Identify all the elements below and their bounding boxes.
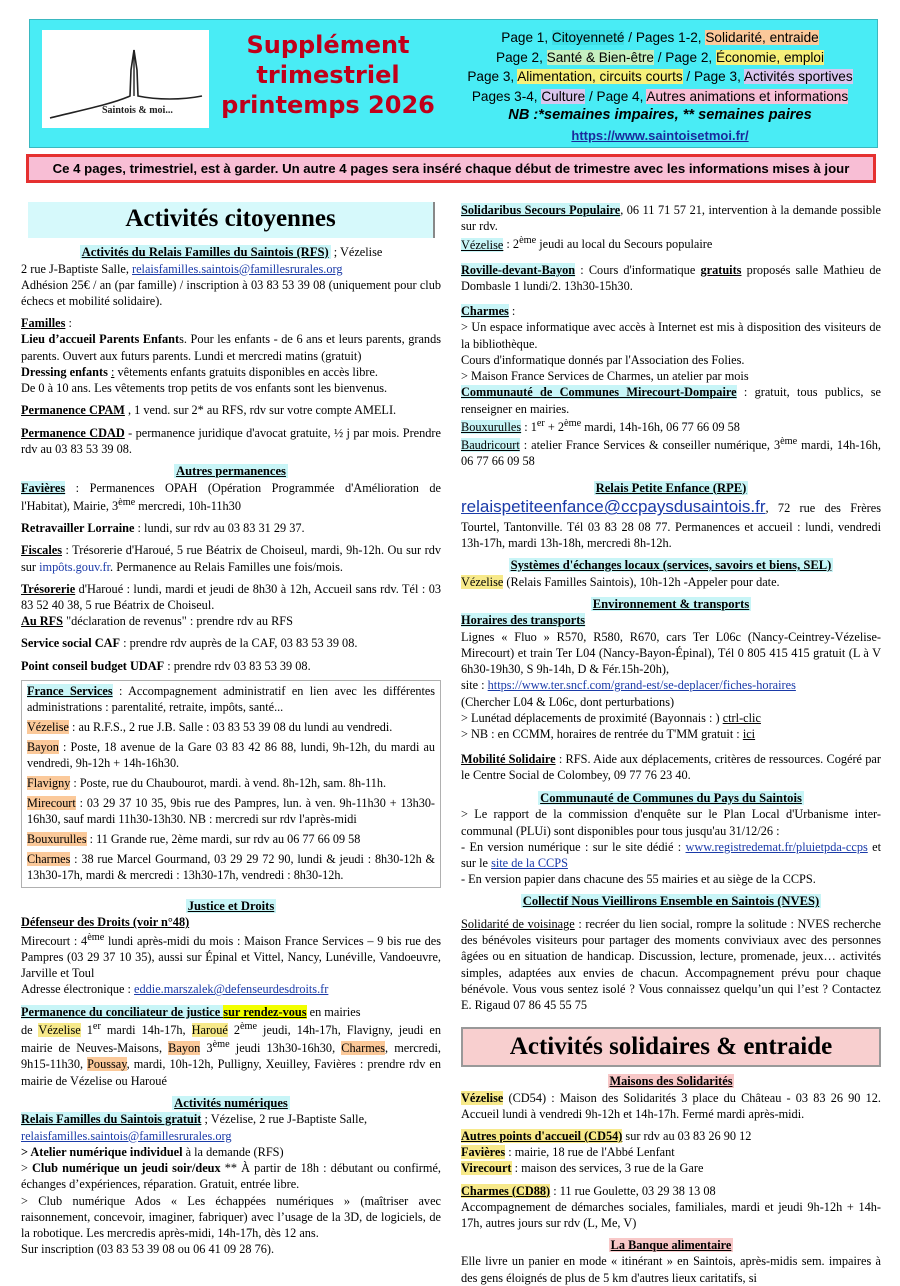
banque-text: Elle livre un panier en mode « itinérant » en Saintois, après-midis sem. impaires à des gens éloignés de plus de 5 km d'autres lieux caritatifs, si <box>461 1254 881 1285</box>
bouxurulles-text: Bouxurulles : 1er + 2ème mardi, 14h-16h, 06 77 66 09 58 <box>461 417 740 434</box>
section-title-citoyennes: Activités citoyennes <box>28 202 435 238</box>
defenseur-label: Défenseur des Droits (voir n°48) <box>21 915 190 930</box>
registredemat-link[interactable]: www.registredemat.fr/pluietpda-ccps <box>685 839 868 854</box>
ccmm-text: > NB : en CCMM, horaires de rentrée du T'MM gratuit : ici <box>461 727 756 742</box>
lunetad-link[interactable]: ctrl-clic <box>722 710 761 725</box>
banque-heading: La Banque alimentaire <box>610 1238 732 1253</box>
atelier-numerique: > Atelier numérique individuel à la demande (RFS) <box>21 1144 284 1159</box>
baudricourt-text: Baudricourt : atelier France Services & conseiller numérique, 3ème mardi, 14h-16h, 06 77 66 09 58 <box>461 436 881 469</box>
impots-link[interactable]: impôts.gouv.fr <box>39 559 111 574</box>
horaires-label: Horaires des transports <box>461 613 586 628</box>
website-link[interactable]: https://www.saintoisetmoi.fr/ <box>571 127 749 143</box>
ter-site: site : https://www.ter.sncf.com/grand-est/se-deplacer/fiches-horaires <box>461 678 796 693</box>
laep-text: Lieu d’accueil Parents Enfants. Pour les enfants - de 6 ans et leurs parents, grands parents. Ouvert aux futurs parents. Lundi et mercredi matins (gratuit) <box>21 332 442 363</box>
fs-row: Bayon : Poste, 18 avenue de la Gare 03 83 42 86 88, lundi, 9h-12h, du mardi au vendredi, 9h-12h + 14h-16h30. <box>27 739 435 770</box>
logo <box>42 30 209 128</box>
club-ados: > Club numérique Ados « Les échappées numériques » (maîtriser avec raisonnement, concevoir, imaginer, fabriquer) avec l’usage de la 3D, de logiciels, de la robotique. Les mercredis après-midi, 14h-17h, dès 12 ans. <box>21 1193 441 1240</box>
lunetad-text: > Lunétad déplacements de proximité (Bayonnais : ) ctrl-clic <box>461 710 761 725</box>
charmes-label: Charmes : <box>461 304 516 319</box>
charmes-cd88-text-2: Accompagnement de démarches sociales, familiales, mardi et jeudi 9h-12h + 14h-17h, autres jours sur rdv (L, Me, V) <box>461 1199 881 1231</box>
tresorerie-text: Trésorerie d'Haroué : lundi, mardi et jeudi de 8h30 à 12h, Accueil sans rdv. Tél : 03 83 52 40 38, 5 rue Béatrix de Choiseul. <box>21 581 441 613</box>
favieres-text: Favières : Permanences OPAH (Opération Programmée d'Amélioration de l'Habitat), Mairie, 3ème mercredi, 10h-11h30 <box>21 480 441 513</box>
rpe-text: relaispetiteenfance@ccpaysdusaintois.fr, 72 rue des Frères Tourtel, Tantonville. Tél 03 83 28 08 77. Permanences et accueil : lundi, vendredi 13h-17h, mardi 13h-18h, mercredi 8h-12h. <box>461 497 881 550</box>
page-index: Page 1, Citoyenneté / Pages 1-2, Solidarité, entraide Page 2, Santé & Bien-être / Page 2, Économie, emploi Page 3, Alimentation, circuits courts / Page 3, Activités sportives Pages 3-4, Culture / Page 4, Autres animations et informations NB :*semaines impaires, ** semaines paires https://www.saintoisetmoi.fr/ <box>450 28 870 146</box>
charmes-text-1: > Un espace informatique avec accès à Internet est mis à disposition des visiteurs de la bibliothèque. <box>461 320 881 351</box>
mobilite-text: Mobilité Solidaire : RFS. Aide aux déplacements, critères de ressources. Cogéré par le Centre Social de Colombey, 09 77 76 23 40. <box>461 752 881 783</box>
nves-heading: Collectif Nous Vieillirons Ensemble en Saintois (NVES) <box>522 894 820 909</box>
right-column <box>461 202 881 1286</box>
lignes-text: Lignes « Fluo » R570, R580, R670, cars Ter L06c (Nancy-Ceintrey-Vézelise-Mirecourt) et train Ter L04 (Nancy-Bayon-Épinal), Tél 0 805 415 415 gratuit (L à V 6h30-19h30, S 9h-14h, D & Fér.15h-20h), <box>461 629 881 677</box>
ccps-text-1: > Le rapport de la commission d'enquête sur le Plan Local d'Urbanisme inter-communal (PLUi) sont disponibles pour tous jusqu'au 31/12/26 : <box>461 807 881 838</box>
virecourt-accueil: Virecourt : maison des services, 3 rue de la Gare <box>461 1161 704 1176</box>
ccmd-text: Communauté de Communes Mirecourt-Dompaire : gratuit, tous publics, se renseigner en mairies. <box>461 385 881 416</box>
retravailler-text: Retravailler Lorraine : lundi, sur rdv au 03 83 31 29 37. <box>21 521 305 536</box>
dressing-text: Dressing enfants : vêtements enfants gratuits disponibles en accès libre. <box>21 364 379 379</box>
ccps-text-3: - En version papier dans chacune des 55 mairies et au siège de la CCPS. <box>461 872 816 887</box>
solidaribus-text: Solidaribus Secours Populaire, 06 11 71 57 21, intervention à la demande possible sur rdv. <box>461 203 881 234</box>
nves-text: Solidarité de voisinage : recréer du lien social, rompre la solitude : NVES recherche des bénévoles visiteurs pour partager des moments conviviaux avec des personnes âgées ou en situation de handicap. Discussion, lecture, promenade, jeux… activités simples, adaptées aux envies de chacun. Accompagnement prévu pour chaque bénévole. Vous vous sentez isolé ? Vous connaissez quelqu’un qui l’est ? Contactez E. Rigaud 07 86 45 55 75 <box>461 916 881 1013</box>
sel-heading: Systèmes d'échanges locaux (services, savoirs et biens, SEL) <box>510 558 832 573</box>
autres-permanences-heading: Autres permanences <box>176 464 286 479</box>
familles-label: Familles : <box>21 316 72 331</box>
charmes-text-2: Cours d'informatique donnés par l'Association des Folies. <box>461 352 745 367</box>
logo-text: Saintois & moi... <box>102 105 173 116</box>
cdad-text: Permanence CDAD - permanence juridique d'avocat gratuite, ½ j par mois. Prendre rdv au 03 83 53 39 08. <box>21 425 441 456</box>
charmes-text-3: > Maison France Services de Charmes, un atelier par mois <box>461 369 749 384</box>
maisons-heading: Maisons des Solidarités <box>609 1074 733 1089</box>
ter-site-link[interactable]: https://www.ter.sncf.com/grand-est/se-deplacer/fiches-horaires <box>487 678 796 693</box>
fs-row: Bouxurulles : 11 Grande rue, 2ème mardi, sur rdv au 06 77 66 09 58 <box>27 831 361 846</box>
fiscales-text: Fiscales : Trésorerie d'Haroué, 5 rue Béatrix de Choiseul, mardi, 9h-12h. Ou sur rdv sur impôts.gouv.fr. Permanence au Relais Familles une fois/mois. <box>21 543 441 574</box>
page-title: Supplément trimestriel printemps 2026 <box>221 31 435 119</box>
dressing-text-2: De 0 à 10 ans. Les vêtements trop petits de vos enfants sont les bienvenus. <box>21 381 388 396</box>
udaf-text: Point conseil budget UDAF : prendre rdv 03 83 53 39 08. <box>21 658 311 673</box>
sel-text: Vézelise (Relais Familles Saintois), 10h-12h -Appeler pour date. <box>461 574 780 589</box>
fs-row: Vézelise : au R.F.S., 2 rue J.B. Salle : 03 83 53 39 08 du lundi au vendredi. <box>27 719 393 734</box>
autres-points-text: Autres points d'accueil (CD54) sur rdv au 03 83 26 90 12 <box>461 1128 752 1143</box>
inscription-text: Sur inscription (03 83 53 39 08 ou 06 41 09 28 76). <box>21 1242 275 1257</box>
solidaribus-vezelise: Vézelise : 2ème jeudi au local du Secours populaire <box>461 235 713 252</box>
defenseur-email-link[interactable]: eddie.marszalek@defenseurdesdroits.fr <box>134 982 329 997</box>
rpe-heading: Relais Petite Enfance (RPE) <box>595 480 747 495</box>
justice-heading: Justice et Droits <box>187 898 275 913</box>
numeriques-rfs: Relais Familles du Saintois gratuit ; Vézelise, 2 rue J-Baptiste Salle, <box>21 1112 368 1127</box>
nb-note: NB :*semaines impaires, ** semaines paires <box>508 107 812 124</box>
cpam-text: Permanence CPAM , 1 vend. sur 2* au RFS, rdv sur votre compte AMELI. <box>21 403 397 418</box>
header-banner <box>29 19 878 148</box>
rfs-adhesion: Adhésion 25€ / an (par famille) / inscription à 03 83 53 39 08 (uniquement pour club échecs et mobilité solidaire). <box>21 277 441 309</box>
caf-text: Service social CAF : prendre rdv auprès de la CAF, 03 83 53 39 08. <box>21 636 358 651</box>
rfs-email-link[interactable]: relaisfamilles.saintois@famillesrurales.org <box>132 261 343 276</box>
au-rfs-text: Au RFS "déclaration de revenus" : prendre rdv au RFS <box>21 614 293 629</box>
maisons-text: Vézelise (CD54) : Maison des Solidarités 3 place du Château - 03 83 26 90 12. Accueil lundi à vendredi 9h-12h et 14h-17h. Fermé mardi après-midi. <box>461 1090 881 1121</box>
ccps-site-link[interactable]: site de la CCPS <box>491 855 568 870</box>
ccps-text-2: - En version numérique : sur le site dédié : www.registredemat.fr/pluietpda-ccps et sur le site de la CCPS <box>461 839 881 870</box>
roville-text: Roville-devant-Bayon : Cours d'informatique gratuits proposés salle Mathieu de Dombasle 1 lundi/2. 13h30-15h30. <box>461 262 881 293</box>
defenseur-address: Adresse électronique : eddie.marszalek@defenseurdesdroits.fr <box>21 982 329 997</box>
left-column <box>21 202 441 1257</box>
notice-banner: Ce 4 pages, trimestriel, est à garder. Un autre 4 pages sera inséré chaque début de trimestre avec les informations mises à jour <box>26 154 876 183</box>
defenseur-text: Mirecourt : 4ème lundi après-midi du mois : Maison France Services – 9 bis rue des Pampres (03 29 37 10 35), aussi sur Épinal et Vittel, Nancy, Lunéville, Vandoeuvre, Jarville et Toul <box>21 931 442 981</box>
rpe-email-link[interactable]: relaispetiteenfance@ccpaysdusaintois.fr <box>461 497 766 517</box>
fs-row: Mirecourt : 03 29 37 10 35, 9bis rue des Pampres, lun. à ven. 9h-11h30 + 13h30-16h30, sauf mardi 11h30-13h30. NB : mercredi sur rdv l'après-midi <box>27 795 435 826</box>
fs-row: Flavigny : Poste, rue du Chaubourot, mardi. à vend. 8h-12h, sam. 8h-11h. <box>27 775 387 790</box>
environnement-heading: Environnement & transports <box>592 596 750 611</box>
rfs-address: 2 rue J-Baptiste Salle, relaisfamilles.saintois@famillesrurales.org <box>21 261 343 276</box>
rfs-heading: Activités du Relais Familles du Saintois (RFS) ; Vézelise <box>81 245 383 259</box>
numeriques-email-link[interactable]: relaisfamilles.saintois@famillesrurales.org <box>21 1128 232 1143</box>
conciliateur-heading: Permanence du conciliateur de justice sur rendez-vous en mairies <box>21 1004 361 1019</box>
favieres-accueil: Favières : mairie, 18 rue de l'Abbé Lenfant <box>461 1145 675 1160</box>
chercher-text: (Chercher L04 & L06c, dont perturbations) <box>461 694 675 709</box>
section-title-solidaires: Activités solidaires & entraide <box>461 1027 881 1067</box>
ici-link[interactable]: ici <box>742 727 756 742</box>
numeriques-heading: Activités numériques <box>174 1095 288 1110</box>
conciliateur-text: de Vézelise 1er mardi 14h-17h, Haroué 2ème jeudi, 14h-17h, Flavigny, jeudi en mairie de Neuves-Maisons, Bayon 3ème jeudi 13h30-16h30, Charmes, mercredi, 9h15-11h30, Poussay, mardi, 10h-12h, Pulligny, Xeuilley, Favières : prendre rdv en mairie de Vézelise ou Haroué <box>21 1020 442 1088</box>
france-services-box: France Services : Accompagnement administratif en lien avec les différentes administrations : parentalité, retraite, impôts, santé... Vézelise : au R.F.S., 2 rue J.B. Salle : 03 83 53 39 08 du lundi au vendredi. Bayon : Poste, 18 avenue de la Gare 03 83 42 86 88, lundi, 9h-12h, du mardi au vendredi, 9h-12h + 14h-16h30. Flavigny : Poste, rue du Chaubourot, mardi. à vend. 8h-12h, sam. 8h-11h. Mirecourt : 03 29 37 10 35, 9bis rue des Pampres, lun. à ven. 9h-11h30 + 13h30-16h30, sauf mardi 11h30-13h30. NB : mercredi sur rdv l'après-midi Bouxurulles : 11 Grande rue, 2ème mardi, sur rdv au 06 77 66 09 58 Charmes : 38 rue Marcel Gourmand, 03 29 29 72 90, lundi & jeudi : 8h30-12h & 13h30-17h, mardi & mercredi : 13h30-17h, vendredi : 8h30-12h. <box>21 680 441 888</box>
charmes-cd88-text: Charmes (CD88) : 11 rue Goulette, 03 29 38 13 08 <box>461 1183 716 1198</box>
ccps-heading: Communauté de Communes du Pays du Saintois <box>540 790 802 805</box>
club-numerique: > Club numérique un jeudi soir/deux ** À partir de 18h : débutant ou confirmé, échanges d’expériences, réparation. Gratuit, entrée libre. <box>21 1161 441 1192</box>
fs-row: Charmes : 38 rue Marcel Gourmand, 03 29 29 72 90, lundi & jeudi : 8h30-12h & 13h30-17h, mardi & mercredi : 13h30-17h, vendredi : 8h30-12h. <box>27 851 435 882</box>
